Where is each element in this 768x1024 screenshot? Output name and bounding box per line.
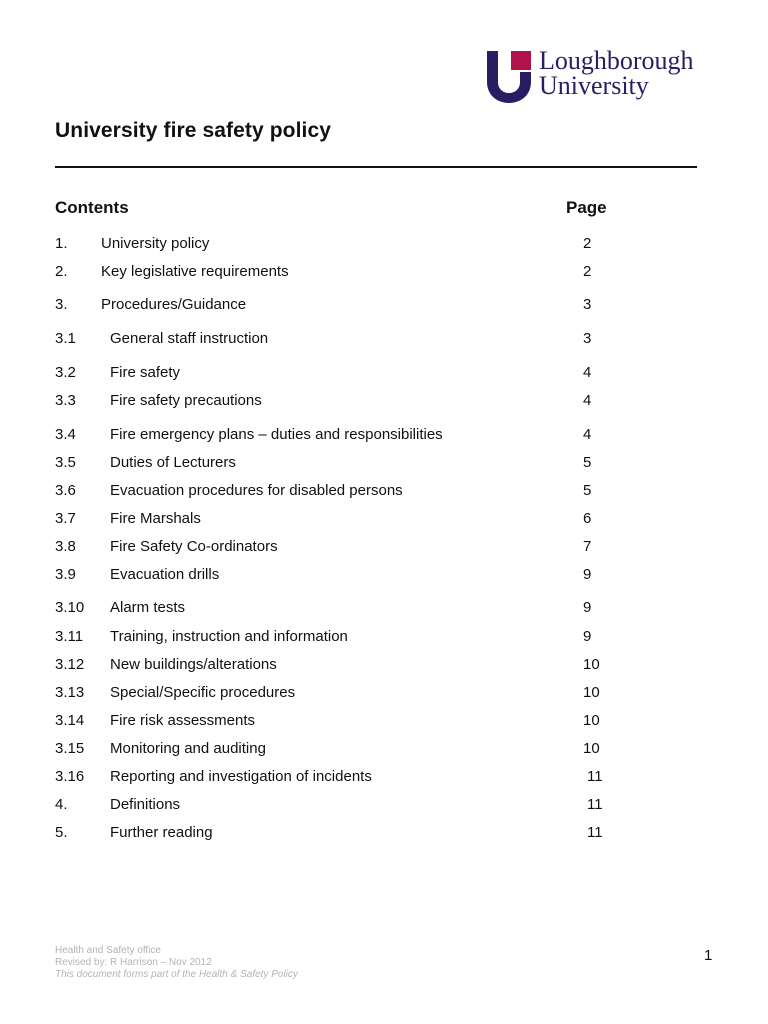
toc-entry	[55, 363, 615, 383]
toc-entry-page: 4	[583, 426, 592, 443]
toc-entry	[55, 711, 615, 731]
toc-entry-number: 3.9	[55, 566, 76, 583]
toc-entry-label: Special/Specific procedures	[110, 684, 296, 701]
toc-entry	[55, 767, 615, 787]
toc-entry-label: Further reading	[110, 824, 213, 841]
toc-entry	[55, 262, 615, 282]
toc-entry-page: 11	[587, 796, 603, 813]
toc-entry-number: 3.4	[55, 426, 76, 443]
toc-entry-page: 10	[583, 712, 600, 729]
toc-entry-number: 3.6	[55, 482, 76, 499]
toc-entry-label: Fire Marshals	[110, 510, 201, 527]
toc-entry-page: 10	[583, 684, 600, 701]
toc-entry	[55, 329, 615, 349]
toc-entry-page: 9	[583, 628, 592, 645]
toc-entry	[55, 598, 615, 618]
toc-entry-number: 3.2	[55, 364, 76, 381]
toc-entry-number: 1.	[55, 235, 68, 252]
document-title: University fire safety policy	[55, 119, 332, 142]
toc-entry-page: 2	[583, 235, 592, 252]
contents-heading: Contents	[55, 198, 129, 217]
toc-entry-label: Evacuation drills	[110, 566, 220, 583]
university-logo	[486, 46, 726, 106]
toc-entry	[55, 565, 615, 585]
toc-entry-label: Alarm tests	[110, 599, 186, 616]
toc-entry-label: Fire safety	[110, 364, 181, 381]
toc-entry-page: 7	[583, 538, 592, 555]
toc-entry-label: New buildings/alterations	[110, 656, 277, 673]
toc-entry-number: 3.14	[55, 712, 85, 729]
toc-entry-label: Fire safety precautions	[110, 392, 262, 409]
toc-entry-label: Fire risk assessments	[110, 712, 256, 729]
toc-entry-label: General staff instruction	[110, 330, 269, 347]
toc-entry-page: 3	[583, 330, 592, 347]
toc-entry	[55, 295, 615, 315]
toc-entry-number: 3.	[55, 296, 68, 313]
title-divider	[55, 166, 697, 168]
toc-entry	[55, 795, 615, 815]
toc-entry	[55, 627, 615, 647]
toc-entry-number: 3.1	[55, 330, 76, 347]
toc-entry-page: 9	[583, 566, 592, 583]
toc-entry-number: 3.5	[55, 454, 76, 471]
toc-entry-label: Key legislative requirements	[101, 263, 289, 280]
toc-entry-label: Monitoring and auditing	[110, 740, 266, 757]
toc-entry-page: 9	[583, 599, 592, 616]
toc-entry-label: University policy	[101, 235, 210, 252]
toc-entry-label: Reporting and investigation of incidents	[110, 768, 372, 785]
toc-entry-number: 3.15	[55, 740, 85, 757]
toc-entry-page: 10	[583, 740, 600, 757]
toc-entry-number: 3.11	[55, 628, 84, 645]
shield-icon	[486, 50, 532, 104]
toc-entry-page: 11	[587, 824, 603, 841]
footer-revised: Revised by: R Harrison – Nov 2012	[55, 957, 212, 968]
toc-entry-page: 5	[583, 482, 592, 499]
logo-wordmark	[539, 48, 694, 98]
toc-entry	[55, 509, 615, 529]
toc-entry-label: Definitions	[110, 796, 181, 813]
toc-entry	[55, 234, 615, 254]
toc-entry	[55, 655, 615, 675]
toc-entry-label: Duties of Lecturers	[110, 454, 236, 471]
toc-entry-label: Fire Safety Co-ordinators	[110, 538, 278, 555]
toc-entry	[55, 683, 615, 703]
toc-entry-label: Evacuation procedures for disabled persons	[110, 482, 403, 499]
toc-entry-label: Training, instruction and information	[110, 628, 348, 645]
toc-entry-page: 11	[587, 768, 603, 785]
page-column-heading: Page	[566, 198, 607, 217]
logo-line-1: Loughborough	[539, 46, 694, 75]
toc-entry	[55, 425, 615, 445]
toc-entry-page: 4	[583, 364, 592, 381]
footer-office: Health and Safety office	[55, 945, 161, 956]
toc-entry-number: 3.10	[55, 599, 85, 616]
toc-entry-number: 3.8	[55, 538, 76, 555]
toc-entry	[55, 453, 615, 473]
toc-entry-page: 10	[583, 656, 600, 673]
logo-line-2: University	[539, 71, 649, 100]
toc-entry-label: Fire emergency plans – duties and responsibilities	[110, 426, 443, 443]
toc-entry-number: 3.7	[55, 510, 76, 527]
toc-entry-page: 4	[583, 392, 592, 409]
footer-note: This document forms part of the Health & Safety Policy	[55, 969, 298, 980]
toc-entry-label: Procedures/Guidance	[101, 296, 247, 313]
footer-meta	[55, 945, 298, 981]
toc-entry-number: 2.	[55, 263, 68, 280]
toc-entry	[55, 481, 615, 501]
page-number: 1	[704, 947, 713, 964]
toc-entry-page: 2	[583, 263, 592, 280]
toc-entry	[55, 537, 615, 557]
toc-entry	[55, 739, 615, 759]
toc-entry-number: 5.	[55, 824, 68, 841]
toc-entry-page: 3	[583, 296, 592, 313]
toc-entry-number: 3.13	[55, 684, 85, 701]
toc-entry-page: 5	[583, 454, 592, 471]
toc-entry	[55, 391, 615, 411]
toc-entry-number: 3.3	[55, 392, 76, 409]
toc-entry-number: 3.16	[55, 768, 85, 785]
toc-entry-number: 4.	[55, 796, 68, 813]
toc-entry-number: 3.12	[55, 656, 85, 673]
toc-entry-page: 6	[583, 510, 592, 527]
toc-entry	[55, 823, 615, 843]
